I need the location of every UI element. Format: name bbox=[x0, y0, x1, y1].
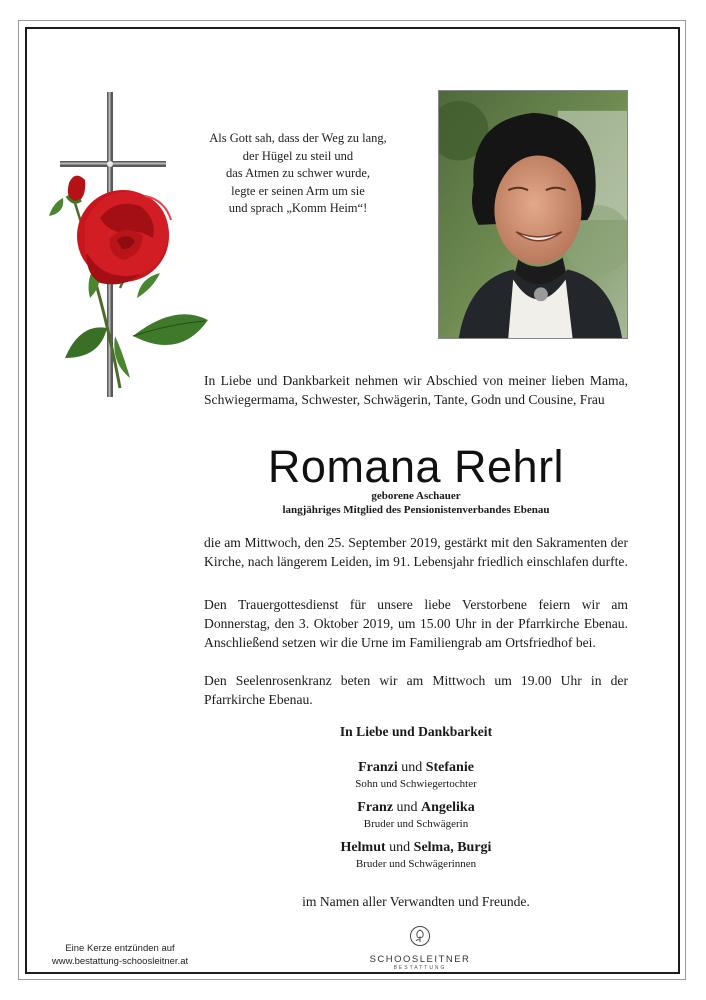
mourner-second: Selma, Burgi bbox=[413, 840, 492, 855]
mourner-and: und bbox=[396, 800, 418, 815]
poem-line: und sprach „Komm Heim“! bbox=[228, 201, 368, 215]
behalf-line: im Namen aller Verwandten und Freunde. bbox=[302, 894, 530, 909]
poem-line: legte er seinen Arm um sie bbox=[231, 183, 365, 198]
candle-text: Eine Kerze entzünden auf bbox=[65, 943, 175, 954]
mourner-first: Franz bbox=[357, 800, 394, 815]
maiden-name: geborene Aschauer bbox=[371, 490, 461, 502]
mourner-names bbox=[204, 799, 628, 817]
mourner-first: Helmut bbox=[340, 840, 386, 855]
mourner-names bbox=[204, 759, 628, 777]
mourner-names bbox=[204, 839, 628, 857]
candle-link[interactable]: www.bestattung-schoosleitner.at bbox=[51, 955, 189, 967]
funeral-home-logo bbox=[340, 925, 500, 972]
portrait-photo bbox=[438, 90, 628, 339]
mourner-second: Angelika bbox=[421, 800, 475, 815]
intro-text: In Liebe und Dankbarkeit nehmen wir Abschied von meiner lieben Mama, Schwiegermama, Schwester, Schwägerin, Tante, Godn und Cousine, Frau bbox=[204, 373, 628, 407]
mourner-second: Stefanie bbox=[425, 760, 474, 775]
poem-line: das Atmen zu schwer wurde, bbox=[225, 166, 371, 180]
death-notice-paragraph: die am Mittwoch, den 25. September 2019, gestärkt mit den Sakramenten der Kirche, nach längerem Leiden, im 91. Lebensjahr friedlich einschlafen durfte. bbox=[204, 535, 628, 569]
deceased-name: Romana Rehrl bbox=[267, 441, 565, 492]
rosary-paragraph: Den Seelenrosenkranz beten wir am Mittwoch um 19.00 Uhr in der Pfarrkirche Ebenau. bbox=[204, 673, 628, 707]
mourner-entry bbox=[204, 839, 628, 871]
mourner-and: und bbox=[389, 840, 411, 855]
mourner-entry bbox=[204, 759, 628, 791]
mourner-relation: Bruder und Schwägerinnen bbox=[355, 858, 477, 870]
brand-subtitle: BESTATTUNG bbox=[393, 965, 447, 971]
mourner-relation: Bruder und Schwägerin bbox=[363, 818, 469, 830]
mourner-first: Franzi bbox=[358, 760, 398, 775]
poem-line: Als Gott sah, dass der Weg zu lang, bbox=[209, 131, 387, 145]
closing-heading: In Liebe und Dankbarkeit bbox=[339, 724, 493, 739]
rose-logo-icon bbox=[409, 925, 431, 947]
poem-line: der Hügel zu steil und bbox=[242, 148, 354, 163]
poem bbox=[188, 130, 408, 218]
membership-note: langjähriges Mitglied des Pensionistenverbandes Ebenau bbox=[282, 504, 550, 516]
funeral-service-paragraph: Den Trauergottesdienst für unsere liebe Verstorbene feiern wir am Donnerstag, den 3. Oktober 2019, um 15.00 Uhr in der Pfarrkirche Ebenau. Anschließend setzen wir die Urne im Familiengrab am Ortsfriedhof bei. bbox=[204, 597, 628, 650]
candle-note bbox=[40, 943, 200, 968]
mourner-and: und bbox=[401, 760, 423, 775]
mourner-relation: Sohn und Schwiegertochter bbox=[355, 778, 477, 790]
mourner-entry bbox=[204, 799, 628, 831]
brand-name: SCHOOSLEITNER bbox=[369, 954, 471, 965]
